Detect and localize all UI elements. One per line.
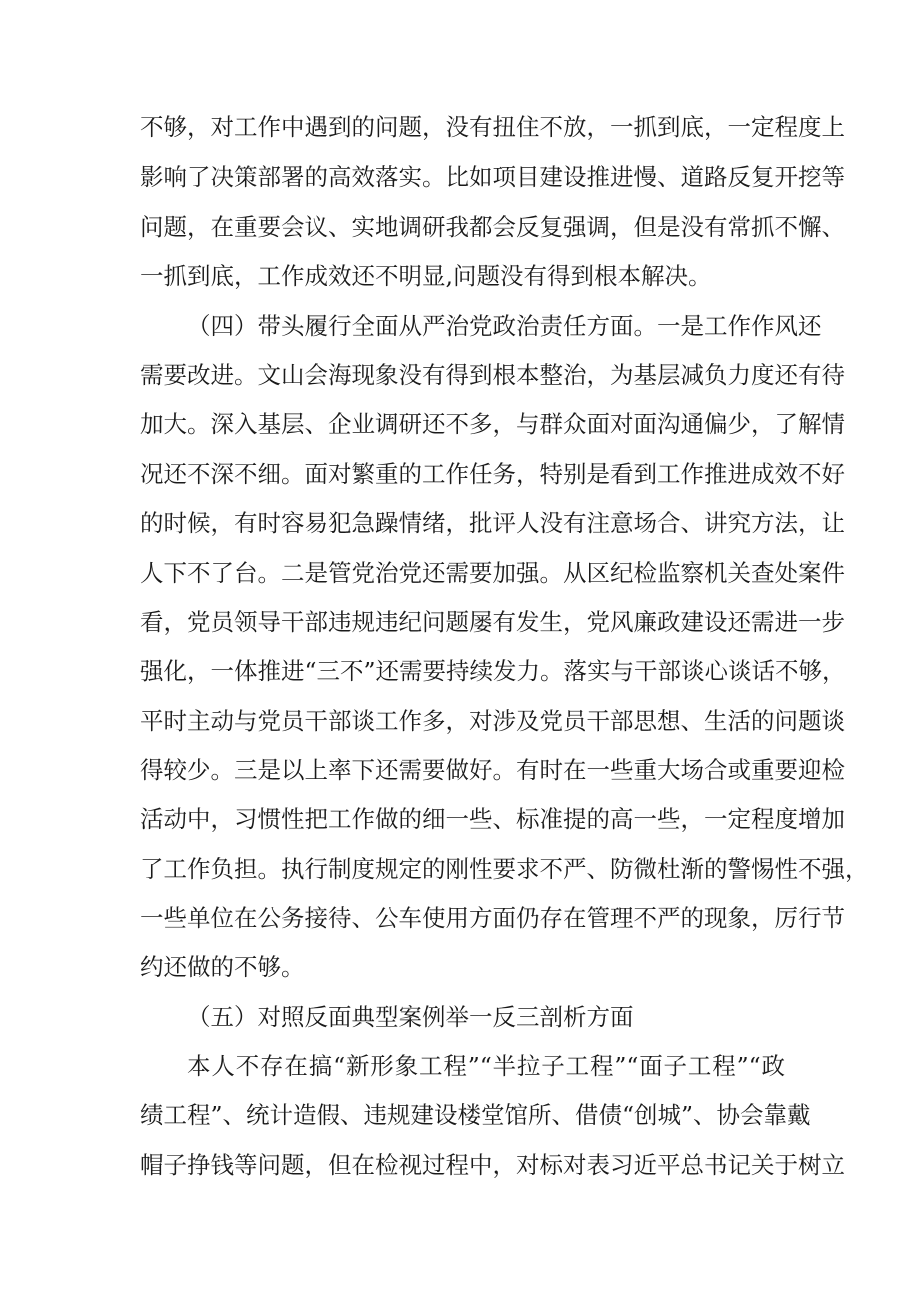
text-line: 帽子挣钱等问题，但在检视过程中，对标对表习近平总书记关于树立 [140,1151,845,1179]
text-line: 不够，对工作中遇到的问题，没有扭住不放，一抓到底，一定程度上 [140,113,845,141]
text-line: 需要改进。文山会海现象没有得到根本整治，为基层减负力度还有待 [140,361,845,389]
text-line: 了工作负担。执行制度规定的刚性要求不严、防微杜渐的警惕性不强， [140,855,869,883]
text-line: 一些单位在公务接待、公车使用方面仍存在管理不严的现象，厉行节 [140,904,845,932]
text-line: 一抓到底，工作成效还不明显,问题没有得到根本解决。 [140,262,712,290]
text-line: 约还做的不够。 [140,953,305,981]
text-line: 绩工程”、统计造假、违规建设楼堂馆所、借债“创城”、协会靠戴 [140,1101,811,1129]
text-line: 得较少。三是以上率下还需要做好。有时在一些重大场合或重要迎检 [140,756,845,784]
text-line: 加大。深入基层、企业调研还不多，与群众面对面沟通偏少，了解情 [140,410,845,438]
text-line: 问题，在重要会议、实地调研我都会反复强调，但是没有常抓不懈、 [140,213,845,241]
section-heading-4: （四）带头履行全面从严治党政治责任方面。一是工作作风还 [187,312,822,340]
section-heading-5: （五）对照反面典型案例举一反三剖析方面 [187,1003,634,1031]
text-line: 强化，一体推进“三不”还需要持续发力。落实与干部谈心谈话不够， [140,657,846,685]
text-line: 影响了决策部署的高效落实。比如项目建设推进慢、道路反复开挖等 [140,163,845,191]
text-line: 况还不深不细。面对繁重的工作任务，特别是看到工作推进成效不好 [140,460,845,488]
text-line: 的时候，有时容易犯急躁情绪，批评人没有注意场合、讲究方法，让 [140,509,845,537]
text-line: 活动中，习惯性把工作做的细一些、标准提的高一些，一定程度增加 [140,805,845,833]
text-line: 看，党员领导干部违规违纪问题屡有发生，党风廉政建设还需进一步 [140,608,845,636]
text-line: 人下不了台。二是管党治党还需要加强。从区纪检监察机关查处案件 [140,559,845,587]
text-line: 本人不存在搞“新形象工程”“半拉子工程”“面子工程”“政 [187,1052,785,1080]
text-line: 平时主动与党员干部谈工作多，对涉及党员干部思想、生活的问题谈 [140,707,845,735]
